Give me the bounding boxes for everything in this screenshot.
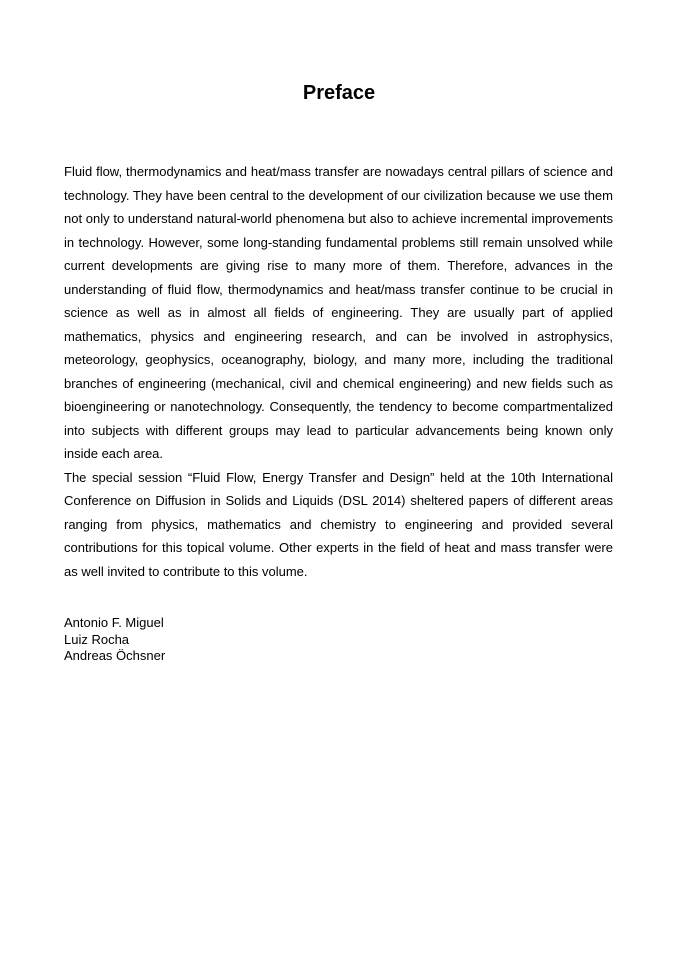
paragraph: Fluid flow, thermodynamics and heat/mass transfer are nowadays central pillars of science and technology. They have been central to the development of our civilization because we use them not only to understand natural-world phenomena but also to achieve incremental improvements in technology. However, some long-standing fundamental problems still remain unsolved while current developments are giving rise to many more of them. Therefore, advances in the understanding of fluid flow, thermodynamics and heat/mass transfer continue to be crucial in science as well as in almost all fields of engineering. They are usually part of applied mathematics, physics and engineering research, and can be involved in astrophysics, meteorology, geophysics, oceanography, biology, and many more, including the traditional branches of engineering (mechanical, civil and chemical engineering) and new fields such as bioengineering or nanotechnology. Consequently, the tendency to become compartmentalized into subjects with different groups may lead to particular advancements being known only inside each area. xyxy=(64,164,613,461)
paragraph: The special session “Fluid Flow, Energy Transfer and Design” held at the 10th International Conference on Diffusion in Solids and Liquids (DSL 2014) sheltered papers of different areas ranging from physics, mathematics and chemistry to engineering and provided several contributions for this topical volume. Other experts in the field of heat and mass transfer were as well invited to contribute to this volume. xyxy=(64,469,613,579)
author-name: Andreas Öchsner xyxy=(64,648,166,663)
author-list xyxy=(64,615,364,665)
page-title: Preface xyxy=(302,82,376,104)
author-name: Antonio F. Miguel xyxy=(64,615,164,630)
preface-body xyxy=(64,160,613,583)
author-name: Luiz Rocha xyxy=(64,631,130,647)
